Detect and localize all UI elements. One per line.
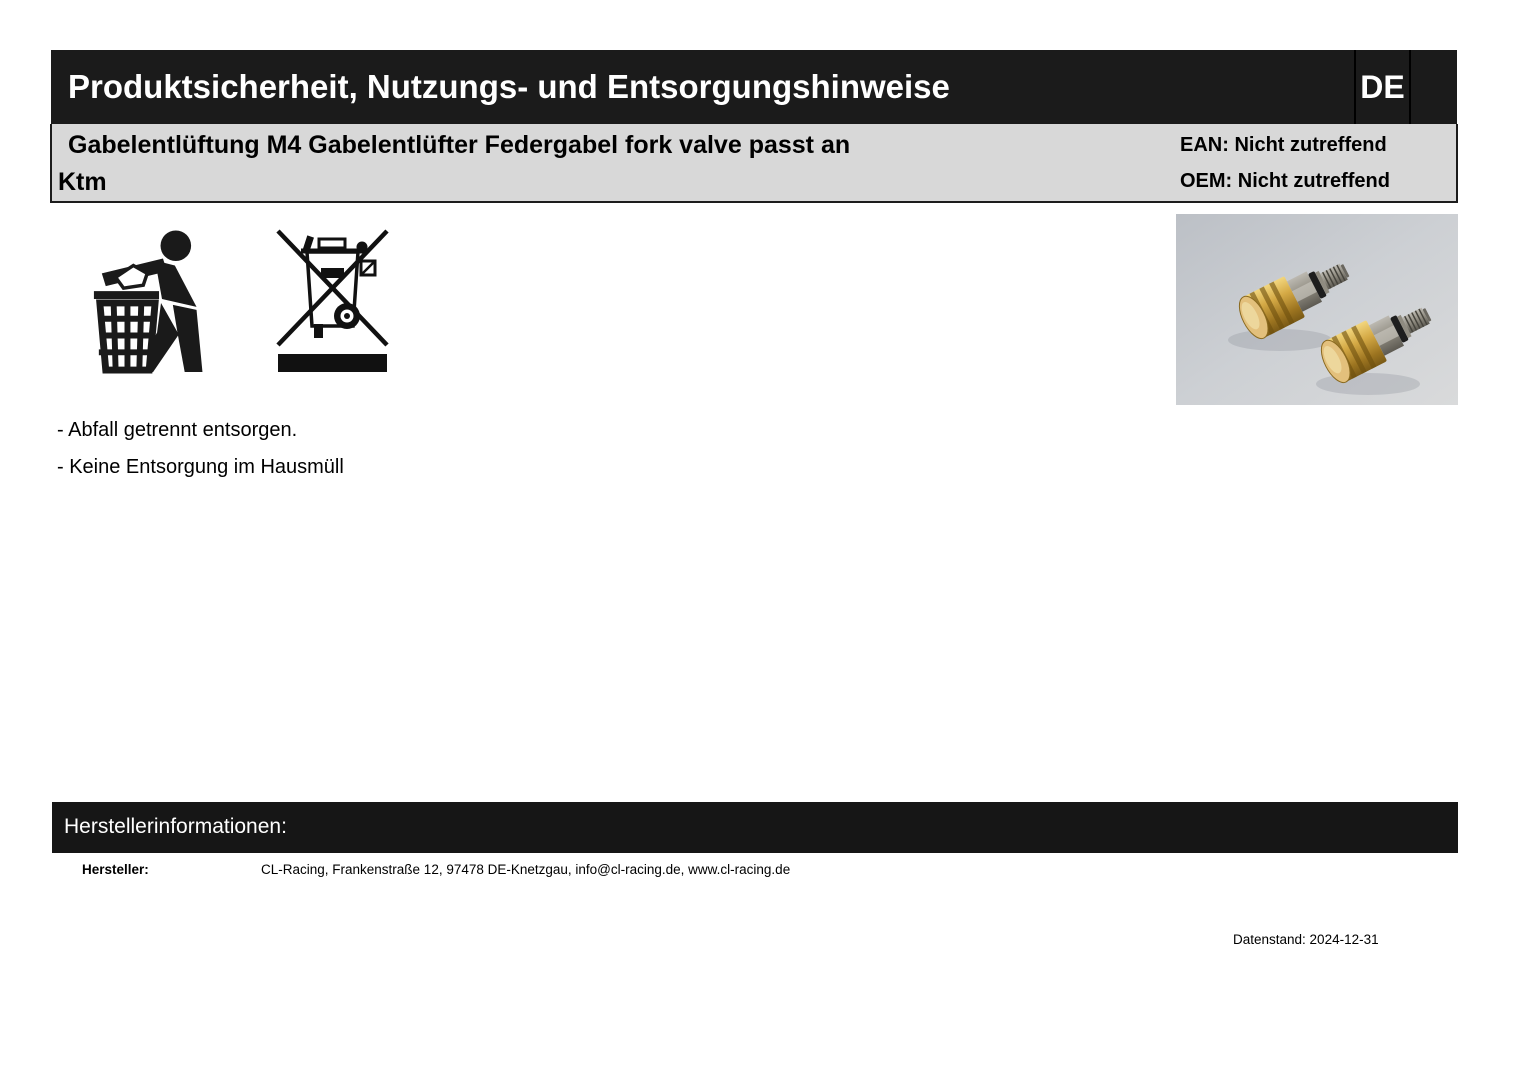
weee-crossed-out-bin-icon	[276, 228, 389, 378]
disposal-notes	[57, 412, 344, 486]
ean-value: EAN: Nicht zutreffend	[1180, 134, 1387, 156]
product-title-line1: Gabelentlüftung M4 Gabelentlüfter Federgabel fork valve passt an	[68, 131, 851, 159]
product-strip	[50, 124, 1458, 203]
disposal-note: - Abfall getrennt entsorgen.	[57, 419, 298, 441]
manufacturer-label: Hersteller:	[82, 862, 149, 877]
tidyman-icon	[88, 226, 236, 379]
product-title-line2: Ktm	[58, 168, 107, 196]
language-badge: DE	[1354, 50, 1411, 124]
product-photo	[1176, 214, 1458, 405]
data-status: Datenstand: 2024-12-31	[1233, 932, 1379, 947]
identifier-block	[1180, 127, 1390, 199]
page-title: Produktsicherheit, Nutzungs- und Entsorgungshinweise	[68, 68, 950, 105]
header-bar	[51, 50, 1457, 124]
manufacturer-value: CL-Racing, Frankenstraße 12, 97478 DE-Knetzgau, info@cl-racing.de, www.cl-racing.de	[261, 862, 791, 877]
disposal-note: - Keine Entsorgung im Hausmüll	[57, 456, 344, 478]
manufacturer-section-title: Herstellerinformationen:	[64, 815, 287, 838]
oem-value: OEM: Nicht zutreffend	[1180, 170, 1390, 192]
manufacturer-section-bar	[52, 802, 1458, 853]
product-title	[58, 127, 850, 201]
